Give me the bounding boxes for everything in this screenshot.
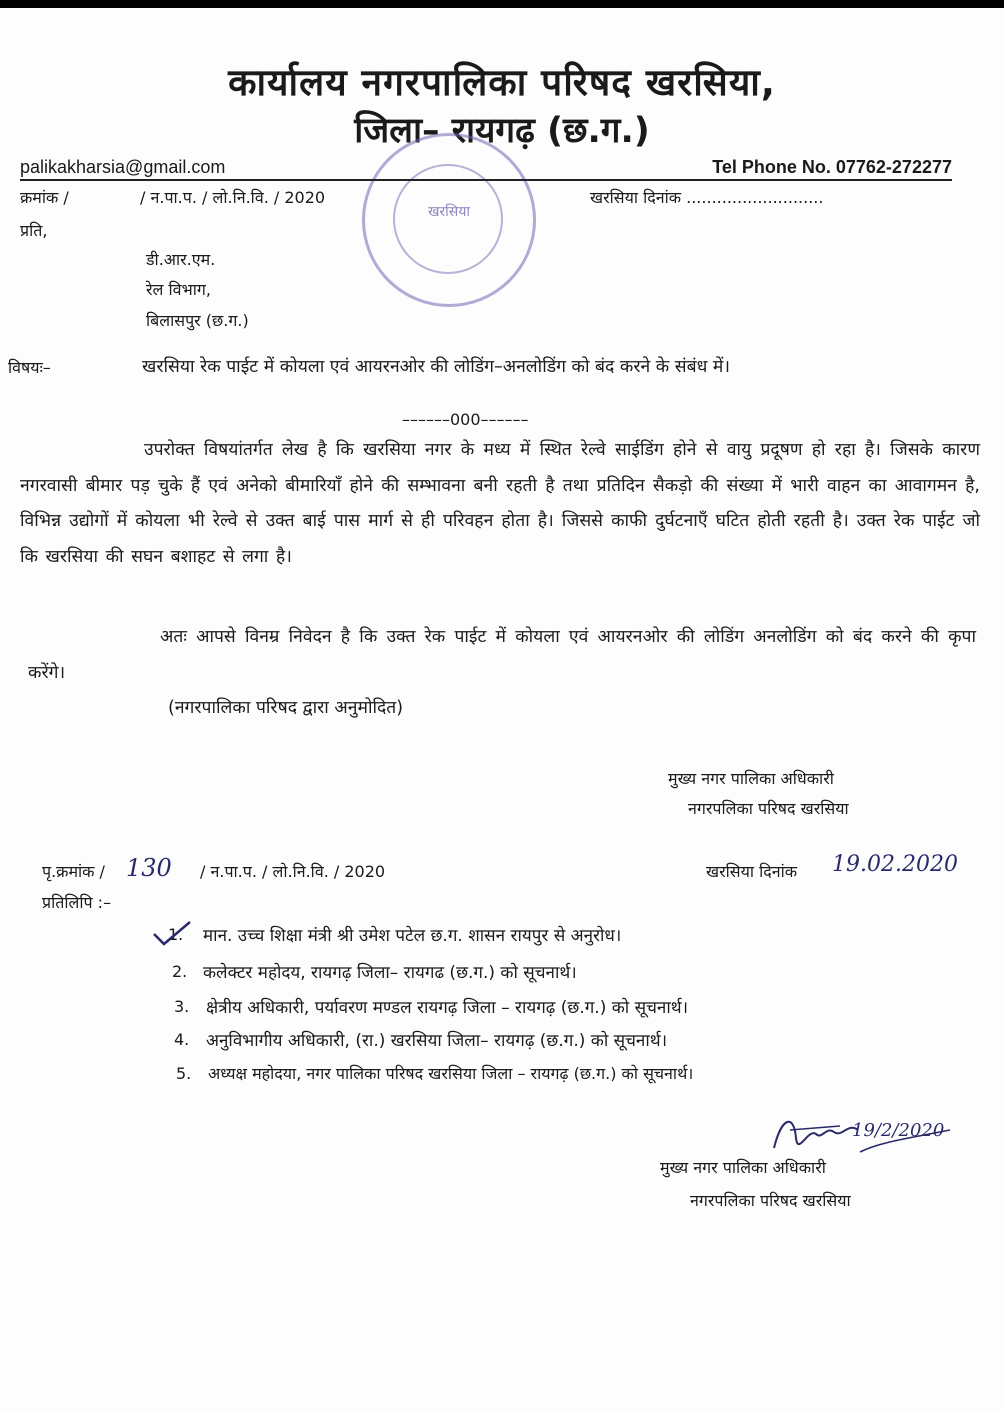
subject-text: खरसिया रेक पाईट में कोयला एवं आयरनओर की लोडिंग–अनलोडिंग को बंद करने के संबंध में। xyxy=(142,357,731,377)
stamp-text: खरसिया xyxy=(427,204,470,220)
body-paragraph-2 xyxy=(28,620,976,691)
copy-number: 1. xyxy=(168,925,184,944)
signatory-title-copy: मुख्य नगर पालिका अधिकारी xyxy=(660,1158,826,1177)
copy-text: अध्यक्ष महोदया, नगर पालिका परिषद खरसिया जिला – रायगढ़ (छ.ग.) को सूचनार्थ। xyxy=(208,1064,694,1083)
check-mark-icon xyxy=(150,918,196,948)
kramank-label: क्रमांक / xyxy=(20,188,69,207)
copy-number: 5. xyxy=(176,1064,192,1083)
date-label: खरसिया दिनांक ........................... xyxy=(590,188,824,207)
copy-text: कलेक्टर महोदय, रायगढ़ जिला– रायगढ (छ.ग.) को सूचनार्थ। xyxy=(203,963,577,983)
endorsement-date-label: खरसिया दिनांक xyxy=(706,862,798,881)
copy-number: 3. xyxy=(174,997,190,1016)
copy-text: अनुविभागीय अधिकारी, (रा.) खरसिया जिला– रायगढ़ (छ.ग.) को सूचनार्थ। xyxy=(206,1031,668,1051)
endorsement-kramank-code: / न.पा.प. / लो.नि.वि. / 2020 xyxy=(200,862,386,881)
email-address: palikakharsia@gmail.com xyxy=(20,157,226,177)
endorsement-kramank-number: 130 xyxy=(126,854,172,882)
scan-top-border xyxy=(0,0,1004,8)
section-divider: ––––––000–––––– xyxy=(402,410,529,429)
endorsement-date-value: 19.02.2020 xyxy=(832,852,958,877)
endorsement-kramank-label: पृ.क्रमांक / xyxy=(42,862,105,881)
signature-date: 19/2/2020 xyxy=(852,1120,945,1141)
office-title: कार्यालय नगरपालिका परिषद खरसिया, xyxy=(228,61,776,104)
office-stamp xyxy=(362,133,536,307)
body-paragraph-1 xyxy=(20,433,980,575)
subject-label: विषयः– xyxy=(8,358,51,377)
body-paragraph-2-text: अतः आपसे विनम्र निवेदन है कि उक्त रेक पाईट में कोयला एवं आयरनओर की लोडिंग अनलोडिंग को बंद करने की कृपा करेंगे। xyxy=(28,627,976,683)
recipient-line-1: डी.आर.एम. xyxy=(146,250,216,269)
kramank-code: / न.पा.प. / लो.नि.वि. / 2020 xyxy=(140,188,326,207)
signatory-office: नगरपलिका परिषद खरसिया xyxy=(688,799,849,818)
signatory-title: मुख्य नगर पालिका अधिकारी xyxy=(668,769,834,788)
signatory-office-copy: नगरपलिका परिषद खरसिया xyxy=(690,1191,851,1210)
district-title: जिला– रायगढ़ (छ.ग.) xyxy=(354,111,650,151)
recipient-line-2: रेल विभाग, xyxy=(146,280,212,299)
prati-label: प्रति, xyxy=(20,221,48,240)
copy-text: मान. उच्च शिक्षा मंत्री श्री उमेश पटेल छ.ग. शासन रायपुर से अनुरोध। xyxy=(203,926,622,946)
recipient-line-3: बिलासपुर (छ.ग.) xyxy=(146,311,249,330)
pratilipi-label: प्रतिलिपि :– xyxy=(42,893,112,912)
copy-text: क्षेत्रीय अधिकारी, पर्यावरण मण्डल रायगढ़ जिला – रायगढ़ (छ.ग.) को सूचनार्थ। xyxy=(206,998,689,1018)
body-paragraph-1-text: उपरोक्त विषयांतर्गत लेख है कि खरसिया नगर के मध्य में स्थित रेल्वे साईडिंग होने से वायु प्रदूषण हो रहा है। जिसके कारण नगरवासी बीमार पड़ चुके हैं एवं अनेको बीमारियाँ होने की सम्भावना बनी रहती है तथा प्रतिदिन सैकड़ो की संख्या में भारी वाहन का आवागमन है, विभिन्न उद्योगों में कोयला भी रेल्वे से उक्त बाई पास मार्ग से ही परिवहन होता है। जिससे काफी दुर्घटनाएँ घटित होती रहती है। उक्त रेक पाईट जो कि खरसिया की सघन बशाहट से लगा है। xyxy=(20,440,980,567)
phone-number: Tel Phone No. 07762-272277 xyxy=(712,157,952,177)
header-rule xyxy=(20,179,952,181)
copy-number: 2. xyxy=(172,962,188,981)
approval-note: (नगरपालिका परिषद द्वारा अनुमोदित) xyxy=(168,698,404,718)
copy-number: 4. xyxy=(174,1030,190,1049)
